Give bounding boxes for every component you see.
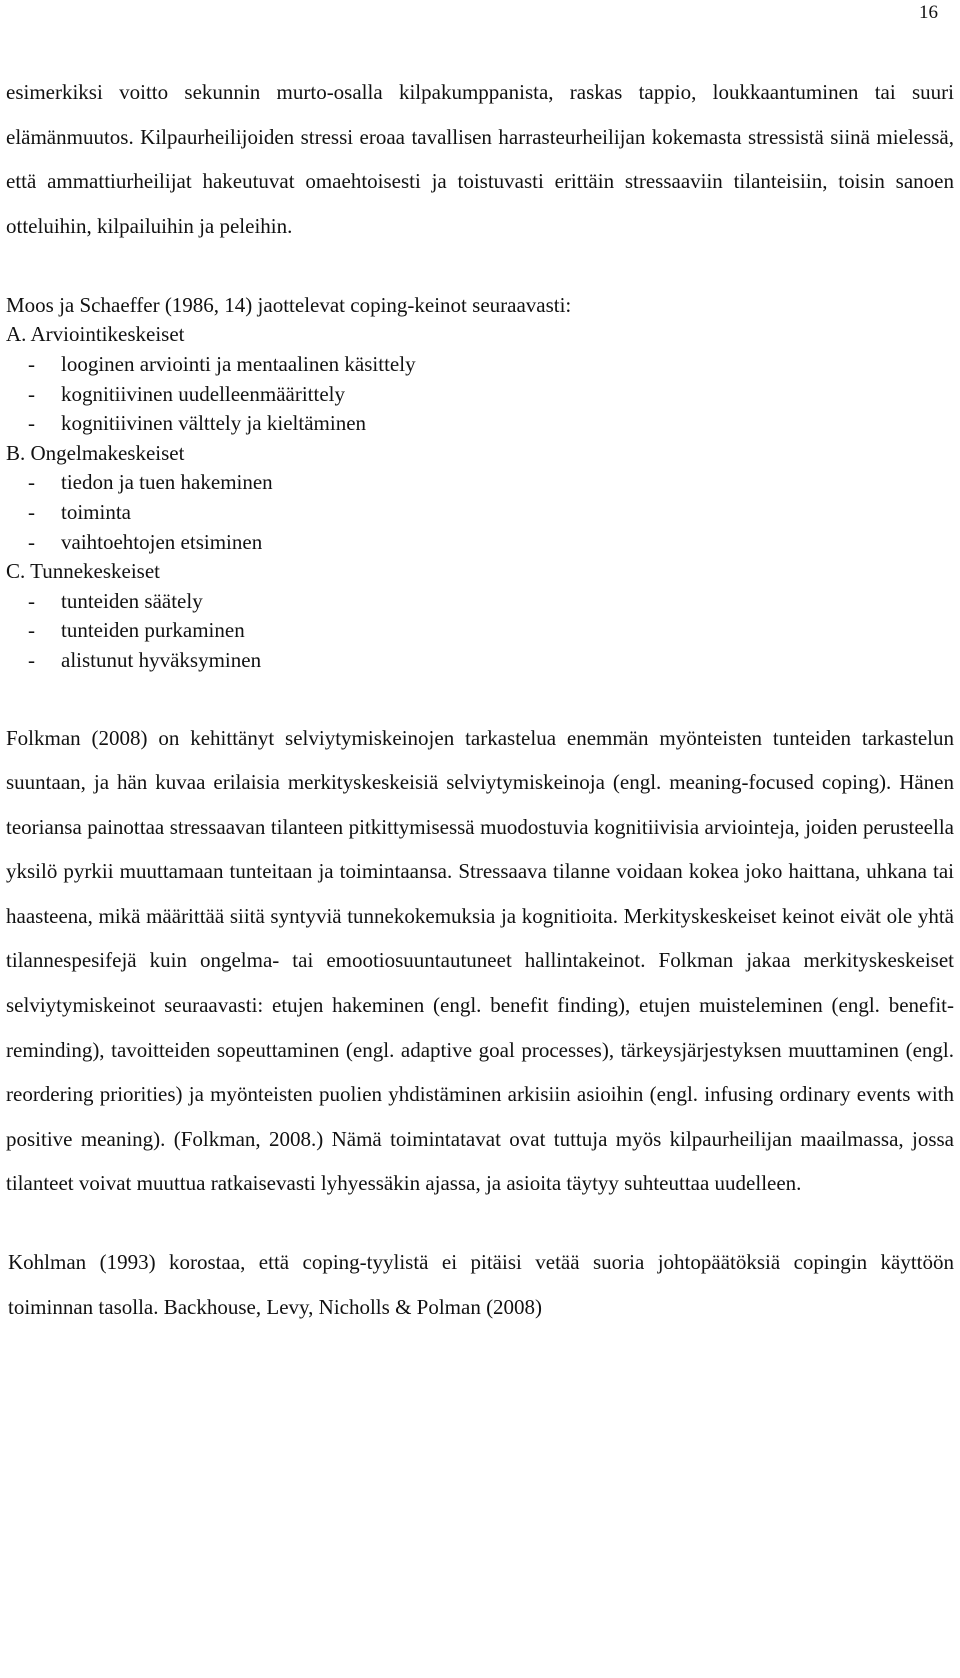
page-number: 16 [919, 2, 938, 23]
coping-list-item [6, 528, 954, 558]
list-item-text: kognitiivinen välttely ja kieltäminen [61, 411, 367, 436]
coping-list-intro: Moos ja Schaeffer (1986, 14) jaottelevat coping-keinot seuraavasti: [6, 293, 572, 318]
list-item-text: tiedon ja tuen hakeminen [61, 470, 273, 495]
coping-list-item [6, 409, 954, 439]
document-body [6, 70, 954, 1329]
paragraph-kohlman: Kohlman (1993) korostaa, että coping-tyylistä ei pitäisi vetää suoria johtopäätöksiä copingin käyttöön toiminnan tasolla. Backhouse, Levy, Nicholls & Polman (2008) [8, 1250, 954, 1319]
list-dash: - [28, 470, 35, 495]
coping-group-title-b: B. Ongelmakeskeiset [6, 440, 185, 465]
spacer [6, 676, 954, 716]
coping-list-item [6, 350, 954, 380]
coping-group-title-c: C. Tunnekeskeiset [6, 559, 161, 584]
coping-group-title-a: A. Arviointikeskeiset [6, 322, 185, 347]
spacer [6, 1206, 954, 1240]
spacer [6, 248, 954, 290]
list-item-text: alistunut hyväksyminen [61, 647, 262, 672]
list-dash: - [28, 351, 35, 376]
list-dash: - [28, 588, 35, 613]
list-item-text: vaihtoehtojen etsiminen [61, 529, 263, 554]
coping-list-item [6, 646, 954, 676]
paragraph-stress-intro: esimerkiksi voitto sekunnin murto-osalla kilpakumppanista, raskas tappio, loukkaantuminen tai suuri elämänmuutos. Kilpaurheilijoiden stressi eroaa tavallisen harrasteurheilijan kokemasta stressistä siinä mielessä, että ammattiurheilijat hakeutuvat omaehtoisesti ja toistuvasti erittäin stressaaviin tilanteisiin, toisin sanoen otteluihin, kilpailuihin ja peleihin. [6, 80, 954, 238]
list-item-text: tunteiden purkaminen [61, 618, 245, 643]
list-dash: - [28, 381, 35, 406]
list-item-text: tunteiden säätely [61, 588, 203, 613]
list-dash: - [28, 647, 35, 672]
list-dash: - [28, 499, 35, 524]
coping-list-item [6, 587, 954, 617]
list-item-text: kognitiivinen uudelleenmäärittely [61, 381, 346, 406]
coping-list-item [6, 498, 954, 528]
coping-list [6, 320, 954, 675]
list-item-text: looginen arviointi ja mentaalinen käsittely [61, 351, 416, 376]
coping-list-item [6, 616, 954, 646]
list-dash: - [28, 411, 35, 436]
list-dash: - [28, 529, 35, 554]
coping-list-item [6, 380, 954, 410]
paragraph-folkman: Folkman (2008) on kehittänyt selviytymiskeinojen tarkastelua enemmän myönteisten tunteiden tarkastelun suuntaan, ja hän kuvaa erilaisia merkityskeskeisiä selviytymiskeinoja (engl. meaning-focused coping). Hänen teoriansa painottaa stressaavan tilanteen pitkittymisessä muodostuvia kognitiivisia arviointeja, joiden perusteella yksilö pyrkii muuttamaan tunteitaan ja toimintaansa. Stressaava tilanne voidaan kokea joko haittana, uhkana tai haasteena, mikä määrittää siitä syntyviä tunnekokemuksia ja kognitioita. Merkityskeskeiset keinot eivät ole yhtä tilannespesifejä kuin ongelma- tai emootiosuuntautuneet hallintakeinot. Folkman jakaa merkityskeskeiset selviytymiskeinot seuraavasti: etujen hakeminen (engl. benefit finding), etujen muisteleminen (engl. benefit- reminding), tavoitteiden sopeuttaminen (engl. adaptive goal processes), tärkeysjärjestyksen muuttaminen (engl. reordering priorities) ja myönteisten puolien yhdistäminen arkisiin asioihin (engl. infusing ordinary events with positive meaning). (Folkman, 2008.) Nämä toimintatavat ovat tuttuja myös kilpaurheilijan maailmassa, jossa tilanteet voivat muuttua ratkaisevasti lyhyessäkin ajassa, ja asioita täytyy suhteuttaa uudelleen. [6, 725, 954, 1196]
list-dash: - [28, 618, 35, 643]
coping-list-item [6, 468, 954, 498]
list-item-text: toiminta [61, 499, 131, 524]
